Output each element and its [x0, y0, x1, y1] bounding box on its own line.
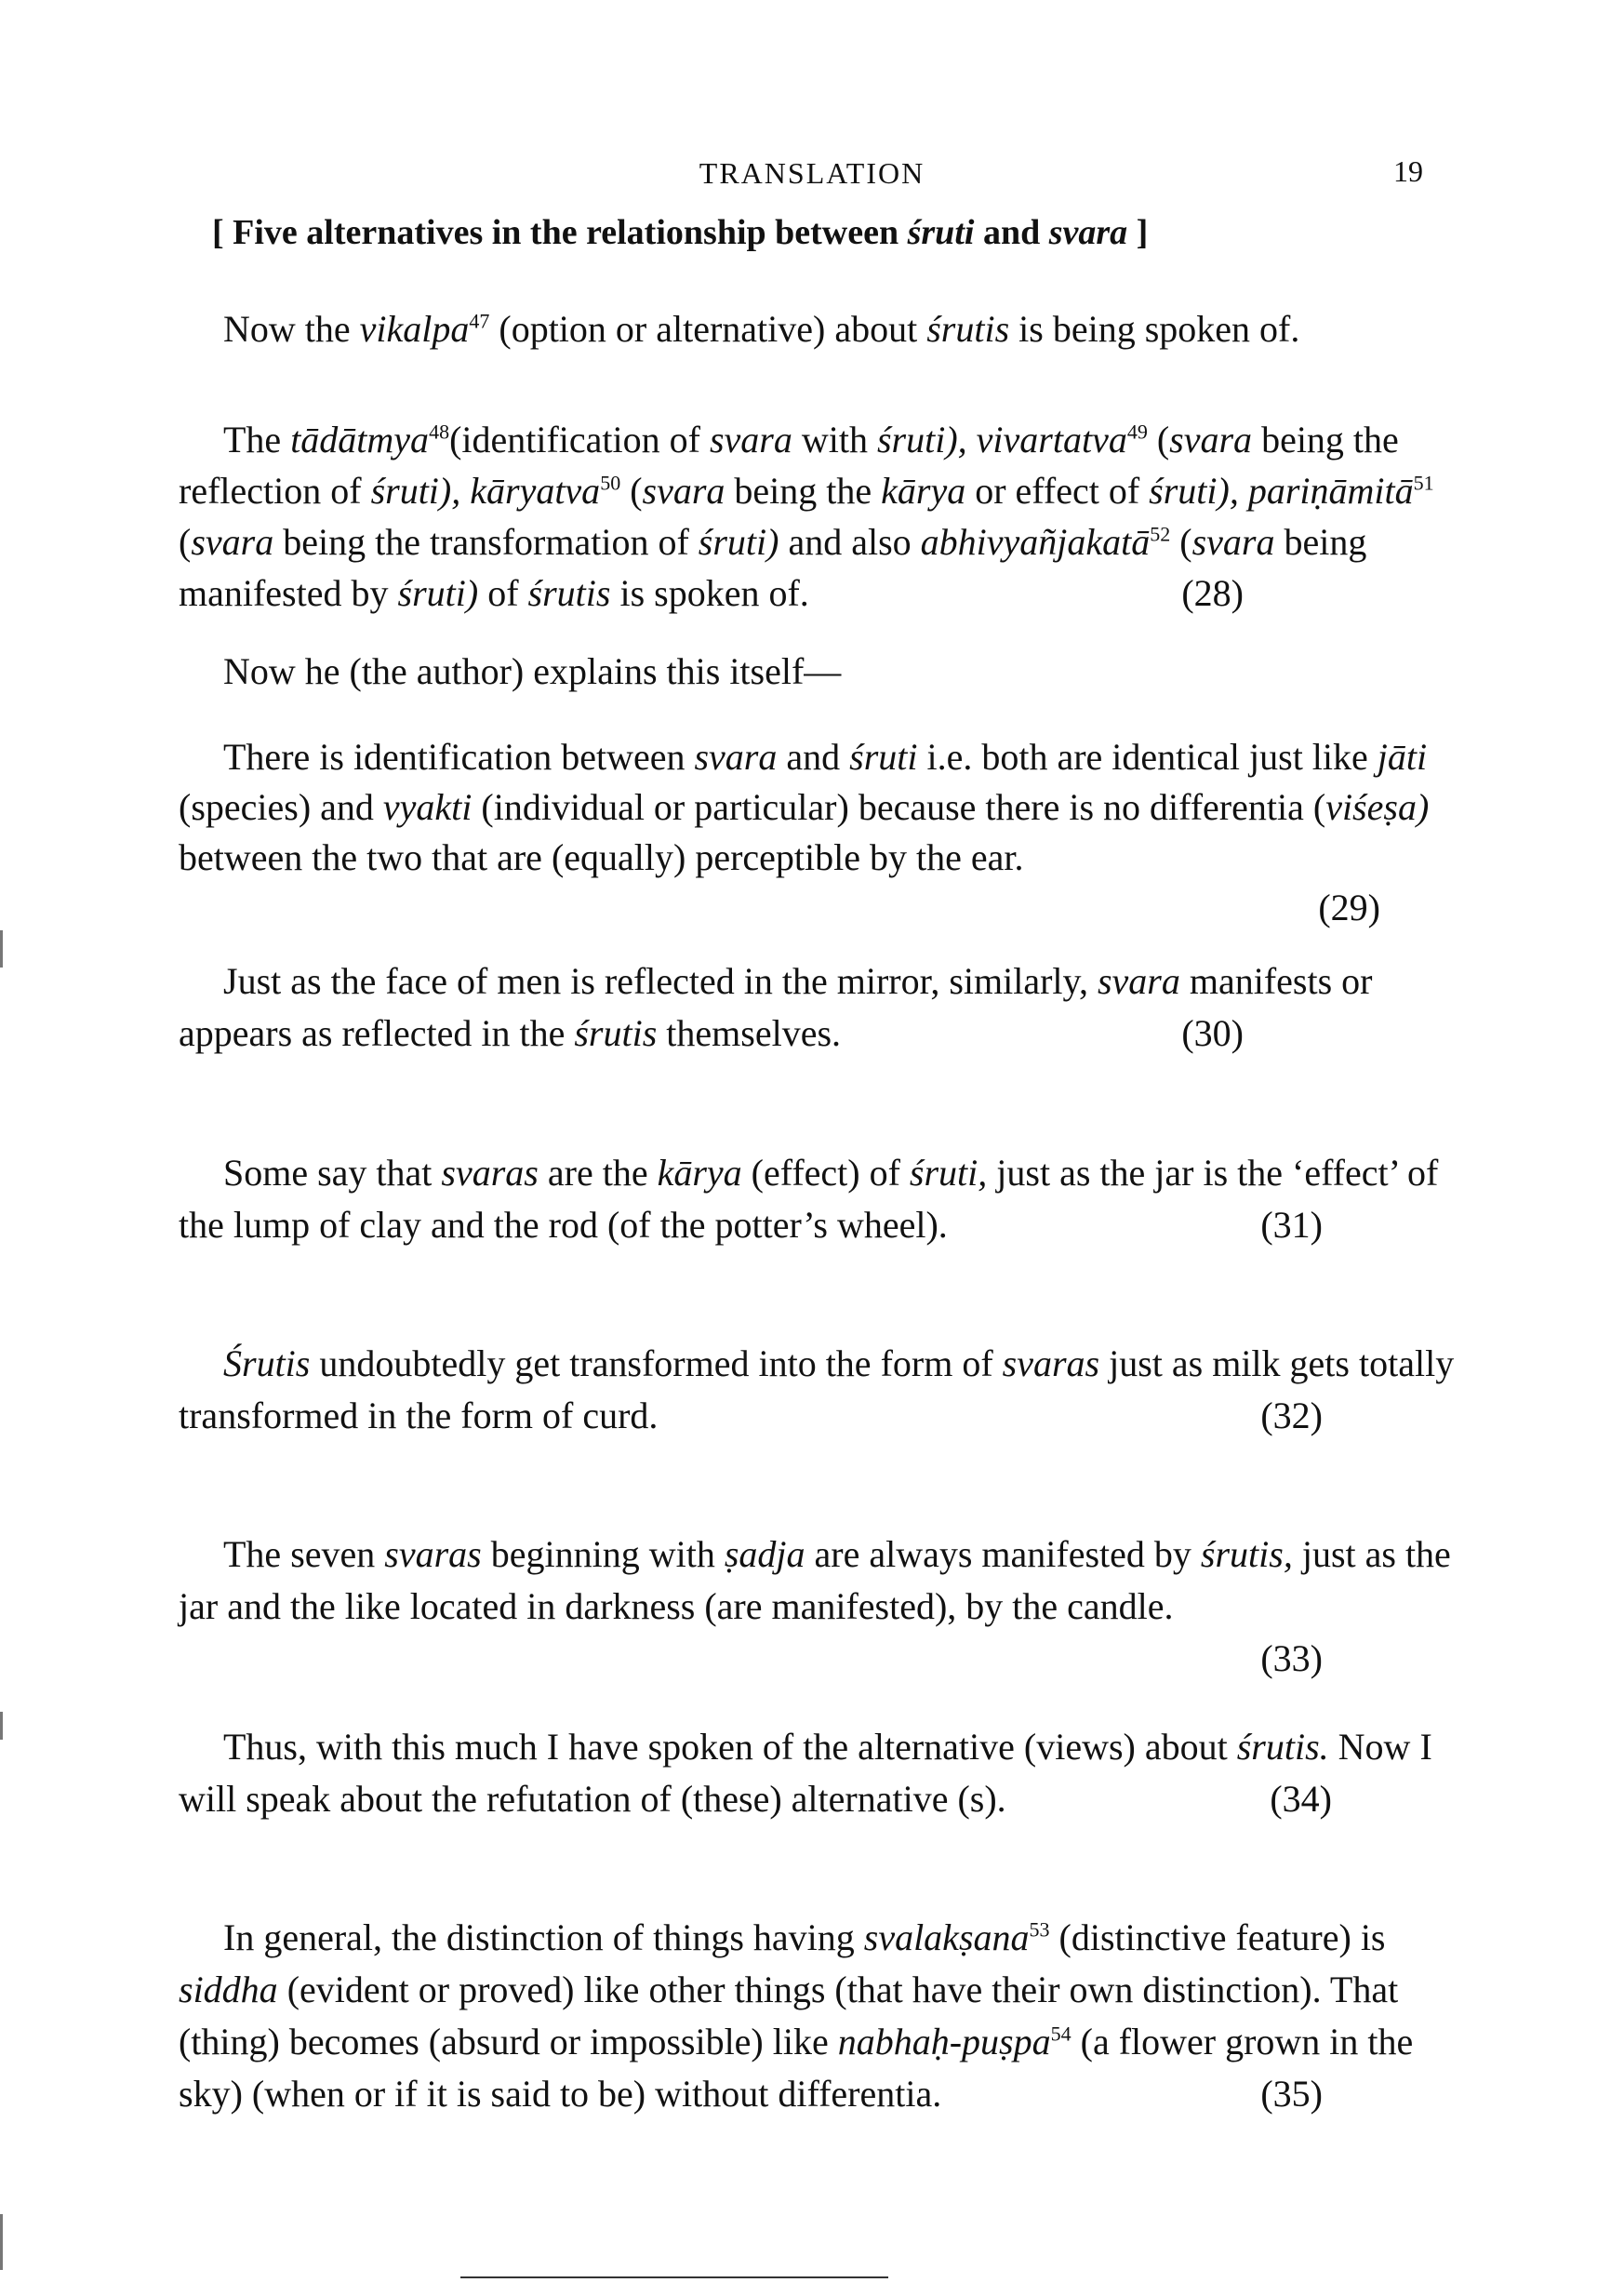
text: just as the jar and the like located in darkness (are manifested), by the candle.	[179, 1533, 1451, 1627]
term: śruti), kāryatva	[370, 470, 601, 512]
term: svalakṣana	[863, 1916, 1030, 1958]
term: siddha	[179, 1969, 278, 2010]
text: being the reflection of	[179, 419, 1399, 512]
text: The seven	[223, 1533, 385, 1575]
text: of	[478, 572, 528, 614]
paragraph-2	[179, 414, 1462, 619]
footnote-ref: 47	[469, 309, 490, 333]
running-head: TRANSLATION	[699, 156, 925, 190]
text: (	[179, 521, 192, 563]
term: svara	[1097, 960, 1180, 1002]
text: with	[792, 419, 877, 461]
text: Some say that	[223, 1152, 442, 1194]
text: In general, the distinction of things having	[223, 1916, 864, 1958]
term: svara	[1169, 419, 1253, 461]
text: (individual or particular) because there is no differentia (	[472, 786, 1326, 828]
term: jāti	[1377, 736, 1428, 778]
text: being the transformation of	[273, 521, 699, 563]
footnote-rule	[460, 2276, 888, 2278]
footnote-ref: 53	[1029, 1917, 1050, 1942]
term: śruti	[849, 736, 918, 778]
footnote-ref: 50	[600, 471, 621, 495]
paragraph-3	[179, 646, 1462, 698]
left-margin-mark	[0, 2214, 3, 2270]
paragraph-6	[179, 1147, 1462, 1251]
term: svaras	[384, 1533, 482, 1575]
verse-number: (31)	[1260, 1204, 1323, 1246]
text: manifests or appears as reflected in the	[179, 960, 1373, 1054]
text	[967, 419, 977, 461]
text: are always manifested by	[805, 1533, 1201, 1575]
paragraph-4	[179, 732, 1462, 933]
text: Now I will speak about the refutation of (these) alternative (s).	[179, 1726, 1432, 1820]
term: śrutis	[926, 308, 1010, 350]
text: Just as the face of men is reflected in the mirror, similarly,	[223, 960, 1098, 1002]
heading-suffix: ]	[1127, 213, 1149, 252]
text: beginning with	[481, 1533, 725, 1575]
footnote-ref: 52	[1150, 522, 1171, 546]
section-heading	[212, 212, 1148, 253]
term: ṣadja	[724, 1533, 805, 1575]
footnote-ref: 51	[1413, 471, 1434, 495]
text: or effect of	[965, 470, 1150, 512]
term: abhivyañjakatā	[920, 521, 1151, 563]
text: (effect) of	[741, 1152, 910, 1194]
text: (option or alternative) about	[489, 308, 927, 350]
text: just as the jar is the ‘effect’ of the lump of clay and the rod (of the potter’s wheel).	[179, 1152, 1439, 1246]
text: (	[1147, 419, 1170, 461]
term: śrutis.	[1236, 1726, 1329, 1768]
term: pariṇāmitā	[1247, 470, 1414, 512]
term: kārya	[881, 470, 966, 512]
text: undoubtedly get transformed into the form of	[310, 1342, 1003, 1384]
term: śrutis	[527, 572, 611, 614]
verse-number: (30)	[1181, 1012, 1244, 1054]
text: is being spoken of.	[1009, 308, 1300, 350]
verse-number: (34)	[1270, 1778, 1332, 1820]
verse-number: (33)	[1260, 1637, 1323, 1679]
term: svara	[709, 419, 792, 461]
term: śrutis	[574, 1012, 658, 1054]
term: svaras	[441, 1152, 539, 1194]
text: is spoken of.	[610, 572, 809, 614]
term: Śrutis	[223, 1342, 311, 1384]
text: and	[777, 736, 850, 778]
footnote-ref: 54	[1050, 2022, 1072, 2046]
term: tādātmya	[290, 419, 430, 461]
term: nabhaḥ-puṣpa	[837, 2021, 1051, 2062]
verse-number: (29)	[1318, 887, 1380, 928]
text: being manifested by	[179, 521, 1367, 614]
text: i.e. both are identical just like	[917, 736, 1378, 778]
term: vikalpa	[359, 308, 470, 350]
text: (species) and	[179, 786, 383, 828]
text	[1239, 470, 1248, 512]
heading-sruti: śruti	[907, 213, 975, 252]
text: Now the	[223, 308, 360, 350]
text: (distinctive feature) is	[1049, 1916, 1386, 1958]
term: śruti),	[1149, 470, 1239, 512]
verse-number: (32)	[1260, 1395, 1323, 1436]
text: (a flower grown in the sky) (when or if it is said to be) without differentia.	[179, 2021, 1414, 2115]
term: svara	[694, 736, 778, 778]
paragraph-10	[179, 1912, 1462, 2120]
term: kārya	[657, 1152, 742, 1194]
text: (	[620, 470, 643, 512]
text: being the	[725, 470, 882, 512]
text: Now he (the author) explains this itself—	[223, 650, 842, 692]
heading-svara: svara	[1048, 213, 1128, 252]
footnote-ref: 49	[1126, 420, 1148, 444]
term: śrutis,	[1200, 1533, 1293, 1575]
heading-and: and	[974, 213, 1049, 252]
text: (	[1170, 521, 1192, 563]
text: and also	[779, 521, 921, 563]
term: vyakti	[382, 786, 473, 828]
term: śruti),	[876, 419, 967, 461]
text: (evident or proved) like other things (that have their own distinction). That (thing) becomes (absurd or impossible) like	[179, 1969, 1399, 2062]
paragraph-9	[179, 1721, 1462, 1825]
text: The	[223, 419, 291, 461]
text: Thus, with this much I have spoken of the alternative (views) about	[223, 1726, 1237, 1768]
paragraph-7	[179, 1338, 1462, 1442]
page-number: 19	[1393, 154, 1423, 188]
text: just as milk gets totally transformed in the form of curd.	[179, 1342, 1455, 1436]
term: vivartatva	[976, 419, 1127, 461]
term: svara	[191, 521, 274, 563]
verse-number: (28)	[1181, 572, 1244, 614]
text: (identification of	[449, 419, 710, 461]
paragraph-5	[179, 955, 1462, 1060]
paragraph-1	[179, 303, 1462, 355]
term: svara	[1191, 521, 1275, 563]
paragraph-8	[179, 1528, 1462, 1685]
text: themselves.	[657, 1012, 842, 1054]
term: svara	[642, 470, 725, 512]
verse-number: (35)	[1260, 2073, 1323, 2115]
text: between the two that are (equally) perceptible by the ear.	[179, 836, 1024, 878]
heading-prefix: [ Five alternatives in the relationship between	[212, 213, 908, 252]
footnote-ref: 48	[429, 420, 450, 444]
left-margin-mark	[0, 1712, 3, 1740]
left-margin-mark	[0, 930, 3, 968]
term: viśeṣa)	[1325, 786, 1430, 828]
term: śruti)	[397, 572, 479, 614]
text: There is identification between	[223, 736, 695, 778]
term: śruti)	[698, 521, 779, 563]
term: svaras	[1002, 1342, 1100, 1384]
term: śruti,	[909, 1152, 988, 1194]
text: are the	[538, 1152, 658, 1194]
